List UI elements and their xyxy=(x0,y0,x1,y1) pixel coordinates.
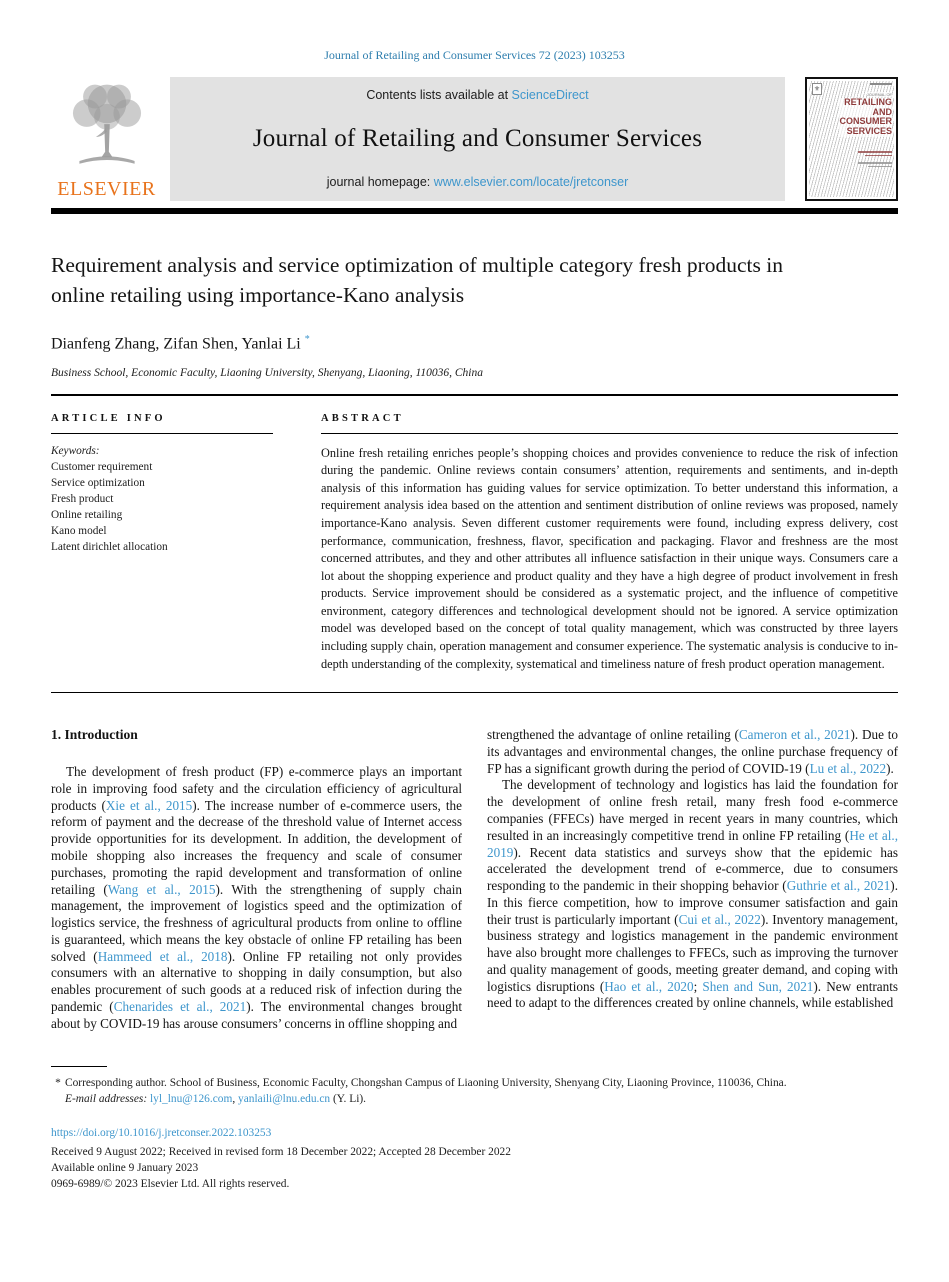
keyword-item: Fresh product xyxy=(51,492,114,505)
text-run: ). The environmental changes brought about by COVID-19 has arouse consumers’ concerns in offline shopping and xyxy=(51,998,463,1031)
text-run: strengthened the advantage of online retailing ( xyxy=(487,727,739,743)
header-divider-bar xyxy=(51,208,898,214)
body-column-right xyxy=(487,727,898,1032)
email-link-2[interactable]: yanlaili@lnu.edu.cn xyxy=(238,1092,331,1105)
cover-title-line: SERVICES xyxy=(846,126,892,137)
cover-title-line: AND xyxy=(872,106,892,117)
citation-link[interactable]: Hammeed et al., 2018 xyxy=(97,948,228,964)
contents-line xyxy=(180,88,775,102)
citation-link[interactable]: Xie et al., 2015 xyxy=(105,797,193,813)
elsevier-tree-icon xyxy=(61,79,153,173)
text-run: ; xyxy=(693,978,703,994)
abstract-header: ABSTRACT xyxy=(321,413,898,434)
article-info-column xyxy=(51,413,273,674)
email-label: E-mail addresses: xyxy=(65,1092,148,1105)
homepage-prefix: journal homepage: xyxy=(326,175,434,189)
elsevier-wordmark: ELSEVIER xyxy=(57,178,156,200)
doi-link[interactable]: https://doi.org/10.1016/j.jretconser.2022.103253 xyxy=(51,1126,272,1139)
citation-link[interactable]: Lu et al., 2022 xyxy=(809,760,887,776)
section-heading-introduction: 1. Introduction xyxy=(51,727,138,743)
text-run: ). Inventory management, business strategy and logistics management in the pandemic environment have also brought more challenges to FFECs, such as improving the turnover and quality management of goods, meeting greater demand, and coping with logistics disruptions ( xyxy=(487,911,898,994)
keyword-item: Service optimization xyxy=(51,476,145,489)
elsevier-logo xyxy=(51,77,170,201)
abstract-bottom-rule xyxy=(51,692,898,693)
cover-title-line: RETAILING xyxy=(844,97,892,107)
journal-citation-header: Journal of Retailing and Consumer Services 72 (2023) 103253 xyxy=(324,48,625,62)
citation-link[interactable]: Wang et al., 2015 xyxy=(107,881,216,897)
masthead xyxy=(51,77,898,201)
info-abstract-block xyxy=(51,394,898,694)
keyword-item: Online retailing xyxy=(51,508,123,521)
cover-issn-bar xyxy=(870,83,892,85)
keywords-label: Keywords: xyxy=(51,444,100,457)
sciencedirect-link[interactable]: ScienceDirect xyxy=(511,88,589,102)
text-run: The development of fresh product (FP) e-commerce plays an important role in improving food safety and the circulation efficiency of agricultural products ( xyxy=(51,764,462,813)
text-run: ). xyxy=(886,760,894,776)
cover-emblem-icon: ⚜ xyxy=(813,85,821,93)
email-suffix: (Y. Li). xyxy=(330,1092,366,1105)
article-info-header: ARTICLE INFO xyxy=(51,413,273,434)
authors-line xyxy=(51,334,898,353)
email-link-1[interactable]: lyl_lnu@126.com xyxy=(150,1092,233,1105)
received-dates: Received 9 August 2022; Received in revised form 18 December 2022; Accepted 28 December 2022 xyxy=(51,1145,511,1158)
corresponding-author-note xyxy=(51,1076,898,1092)
text-run: ). In this fierce competition, how to improve consumer satisfaction and gain their trust is particularly important ( xyxy=(487,878,898,927)
contents-prefix: Contents lists available at xyxy=(366,88,512,102)
available-online: Available online 9 January 2023 xyxy=(51,1161,199,1174)
journal-header-box xyxy=(170,77,785,201)
abstract-text: Online fresh retailing enriches people’s shopping choices and provides convenience to reduce the risk of infection during the pandemic. Online reviews contain consumers’ attention, requirements and sentiments, and in-depth analysis of this information has guiding values for service optimization. To better understand this information, a requirement analysis idea based on the attention and sentiment distribution of online reviews was proposed, namely importance-Kano analysis. Seven different customer requirements were found, including express delivery, cost performance, communication, freshness, flavor, specification and packaging. Flavor and freshness are the most concerned attributes, and they and other attributes all influence satisfaction in their unique ways. Consumers care a lot about the shopping experience and product quality and they have a high degree of product involvement in fresh products. Service improvement should be considered as a systematic project, and the influence of competitive environment, category differences and technological development should not be ignored. A service optimization model was developed based on the concept of total quality management, which was constructed by three layers including supply chain, operation management and consumer experience. The systematic analysis is conducive to in-depth understanding of the complexity, systematical and timeliness nature of fresh product operation management. xyxy=(321,445,898,671)
corresponding-author-mark[interactable]: * xyxy=(304,334,310,346)
article-title: Requirement analysis and service optimization of multiple category fresh products in online retailing using importance-Kano analysis xyxy=(51,253,783,307)
journal-title: Journal of Retailing and Consumer Services xyxy=(252,124,703,152)
keyword-item: Latent dirichlet allocation xyxy=(51,540,168,553)
intro-paragraph xyxy=(51,764,462,1032)
text-run: The development of technology and logistics has laid the foundation for the development of online fresh retail, many fresh food e-commerce companies (FFECs) have merged in recent years in many countries, which resulted in an increasingly competitive trend in online FP retailing ( xyxy=(487,777,898,843)
text-run: ). Due to its advantages and environmental changes, the online purchase frequency of FP has a significant growth during the period of COVID-19 ( xyxy=(487,727,898,776)
journal-cover-thumbnail xyxy=(805,77,898,201)
footnote-block xyxy=(51,1066,898,1192)
text-run: ). The increase number of e-commerce users, the reform of payment and the decrease of the threshold value of Internet access provide opportunities for its development. In addition, the development of mobile shopping also increases the frequency and scale of consumer purchases, promoting the rapid development and transformation of online retailing ( xyxy=(51,797,463,897)
corresponding-text: Corresponding author. School of Business, Economic Faculty, Chongshan Campus of Liaoning University, Shenyang City, Liaoning Province, 110036, China. xyxy=(65,1077,787,1089)
footnote-star: * xyxy=(55,1077,61,1089)
keyword-item: Kano model xyxy=(51,524,107,537)
homepage-line xyxy=(180,175,775,189)
text-run: ). With the strengthening of supply chain management, the improvement of logistics speed and the optimization of logistics service, the freshness of agricultural products from online to offline is guaranteed, which means the key obstacle of online FP retailing has been solved ( xyxy=(51,881,462,964)
author-names: Dianfeng Zhang, Zifan Shen, Yanlai Li xyxy=(51,335,301,353)
citation-link[interactable]: Guthrie et al., 2021 xyxy=(786,878,891,894)
text-run: ). Recent data statistics and surveys show that the epidemic has accelerated the development trend of e-commerce, due to consumers responding to the pandemic in their shopping behavior ( xyxy=(487,844,898,894)
email-separator: , xyxy=(232,1092,239,1105)
cover-subtext-bars xyxy=(858,151,892,169)
footnote-rule xyxy=(51,1066,107,1067)
intro-paragraph xyxy=(487,777,898,1012)
body-columns xyxy=(51,727,898,1032)
text-run: ). New entrants need to adapt to the differences created by online channels, while established xyxy=(487,978,898,1011)
cover-title-line: CONSUMER xyxy=(839,116,892,127)
citation-link[interactable]: Hao et al., 2020 xyxy=(604,978,694,994)
citation-link[interactable]: Cameron et al., 2021 xyxy=(738,727,851,743)
citation-link[interactable]: He et al., 2019 xyxy=(487,827,898,860)
text-run: ). Online FP retailing not only provides consumers with an alternative to shopping in daily consumption, but also enables procurement of such goods at a reduced risk of infection during the pandemic ( xyxy=(51,948,462,1014)
citation-link[interactable]: Cui et al., 2022 xyxy=(678,911,761,927)
keyword-item: Customer requirement xyxy=(51,460,153,473)
body-column-left xyxy=(51,727,462,1032)
cover-journal-of: JOURNAL OF xyxy=(866,92,892,97)
citation-link[interactable]: Shen and Sun, 2021 xyxy=(702,978,814,994)
affiliation: Business School, Economic Faculty, Liaoning University, Shenyang, Liaoning, 110036, China xyxy=(51,366,483,379)
homepage-link[interactable]: www.elsevier.com/locate/jretconser xyxy=(433,175,629,189)
intro-paragraph xyxy=(487,727,898,777)
issn-copyright: 0969-6989/© 2023 Elsevier Ltd. All rights reserved. xyxy=(51,1178,290,1191)
citation-link[interactable]: Chenarides et al., 2021 xyxy=(113,998,247,1014)
abstract-column xyxy=(321,413,898,674)
email-addresses-line xyxy=(65,1092,898,1108)
cover-title xyxy=(839,98,892,137)
